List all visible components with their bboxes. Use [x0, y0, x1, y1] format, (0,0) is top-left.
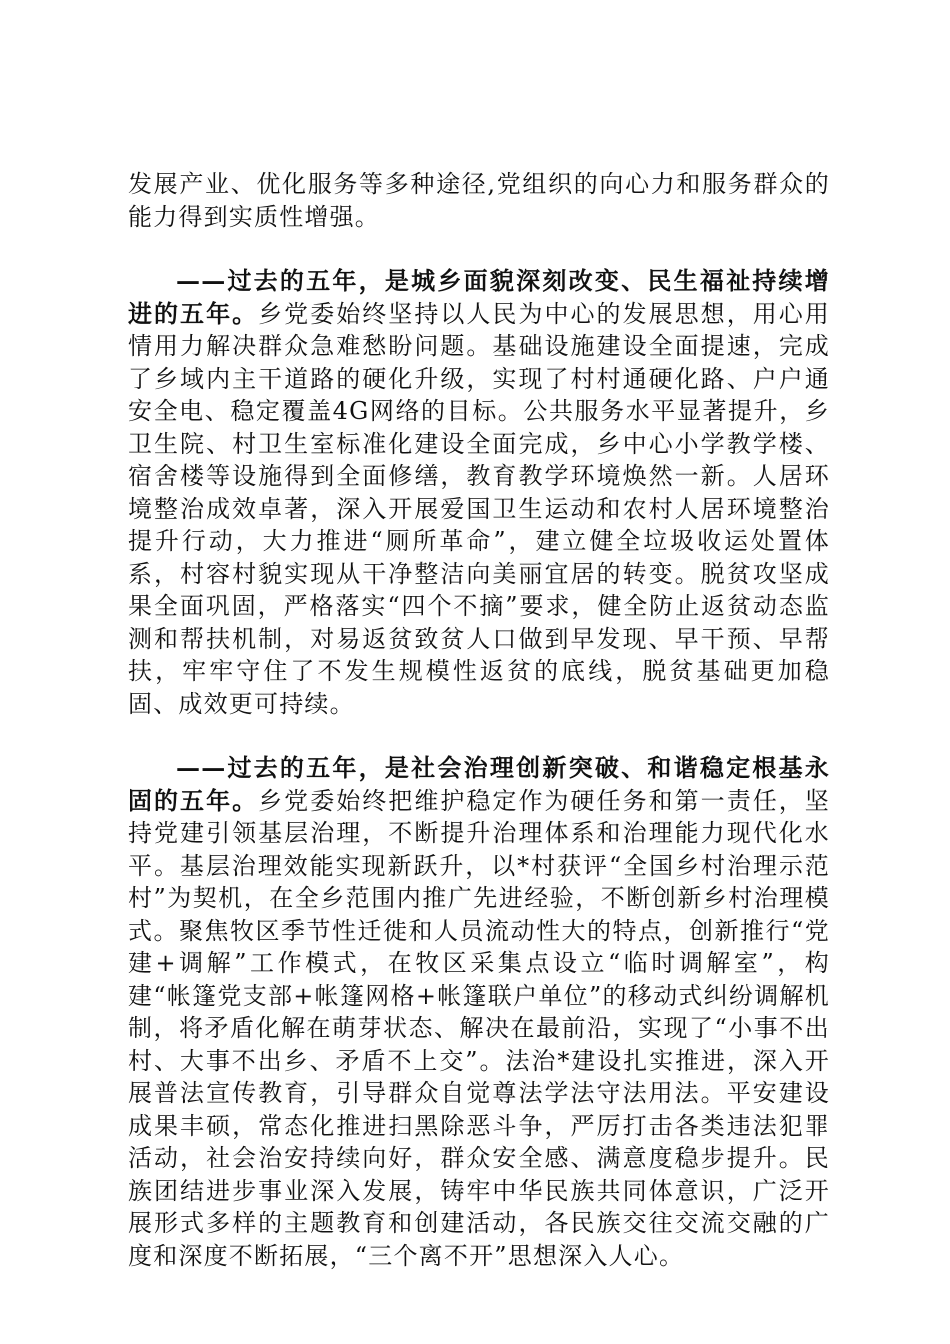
paragraph-spacer — [128, 720, 830, 752]
section-lead-livelihood: ——过去的五年，是城乡面貌深刻改变、民生福祉持续增进的五年。 — [128, 266, 830, 328]
section-lead-governance: ——过去的五年，是社会治理创新突破、和谐稳定根基永固的五年。 — [128, 753, 830, 815]
document-page — [128, 168, 830, 1272]
continuation-paragraph: 发展产业、优化服务等多种途径,党组织的向心力和服务群众的能力得到实质性增强。 — [128, 170, 830, 231]
section-body-governance: 乡党委始终把维护稳定作为硬任务和第一责任，坚持党建引领基层治理，不断提升治理体系和治理能力现代化水平。基层治理效能实现新跃升，以*村获评“全国乡村治理示范村”为契机，在全乡范围内推广先进经验，不断创新乡村治理模式。聚焦牧区季节性迁徙和人员流动性大的特点，创新推行“党建+调解”工作模式，在牧区采集点设立“临时调解室”，构建“帐篷党支部+帐篷网格+帐篷联户单位”的移动式纠纷调解机制，将矛盾化解在萌芽状态、解决在最前沿，实现了“小事不出村、大事不出乡、矛盾不上交”。法治*建设扎实推进，深入开展普法宣传教育，引导群众自觉尊法学法守法用法。平安建设成果丰硕，常态化推进扫黑除恶斗争，严厉打击各类违法犯罪活动，社会治安持续向好，群众安全感、满意度稳步提升。民族团结进步事业深入发展，铸牢中华民族共同体意识，广泛开展形式多样的主题教育和创建活动，各民族交往交流交融的广度和深度不断拓展，“三个离不开”思想深入人心。 — [128, 786, 830, 1270]
section-paragraph-governance — [128, 752, 830, 1272]
paragraph-spacer — [128, 233, 830, 265]
section-body-livelihood: 乡党委始终坚持以人民为中心的发展思想，用心用情用力解决群众急难愁盼问题。基础设施建设全面提速，完成了乡域内主干道路的硬化升级，实现了村村通硬化路、户户通安全电、稳定覆盖4G网络的目标。公共服务水平显著提升，乡卫生院、村卫生室标准化建设全面完成，乡中心小学教学楼、宿舍楼等设施得到全面修缮，教育教学环境焕然一新。人居环境整治成效卓著，深入开展爱国卫生运动和农村人居环境整治提升行动，大力推进“厕所革命”，建立健全垃圾收运处置体系，村容村貌实现从干净整洁向美丽宜居的转变。脱贫攻坚成果全面巩固，严格落实“四个不摘”要求，健全防止返贫动态监测和帮扶机制，对易返贫致贫人口做到早发现、早干预、早帮扶，牢牢守住了不发生规模性返贫的底线，脱贫基础更加稳固、成效更可持续。 — [128, 299, 830, 718]
section-paragraph-livelihood — [128, 265, 830, 720]
